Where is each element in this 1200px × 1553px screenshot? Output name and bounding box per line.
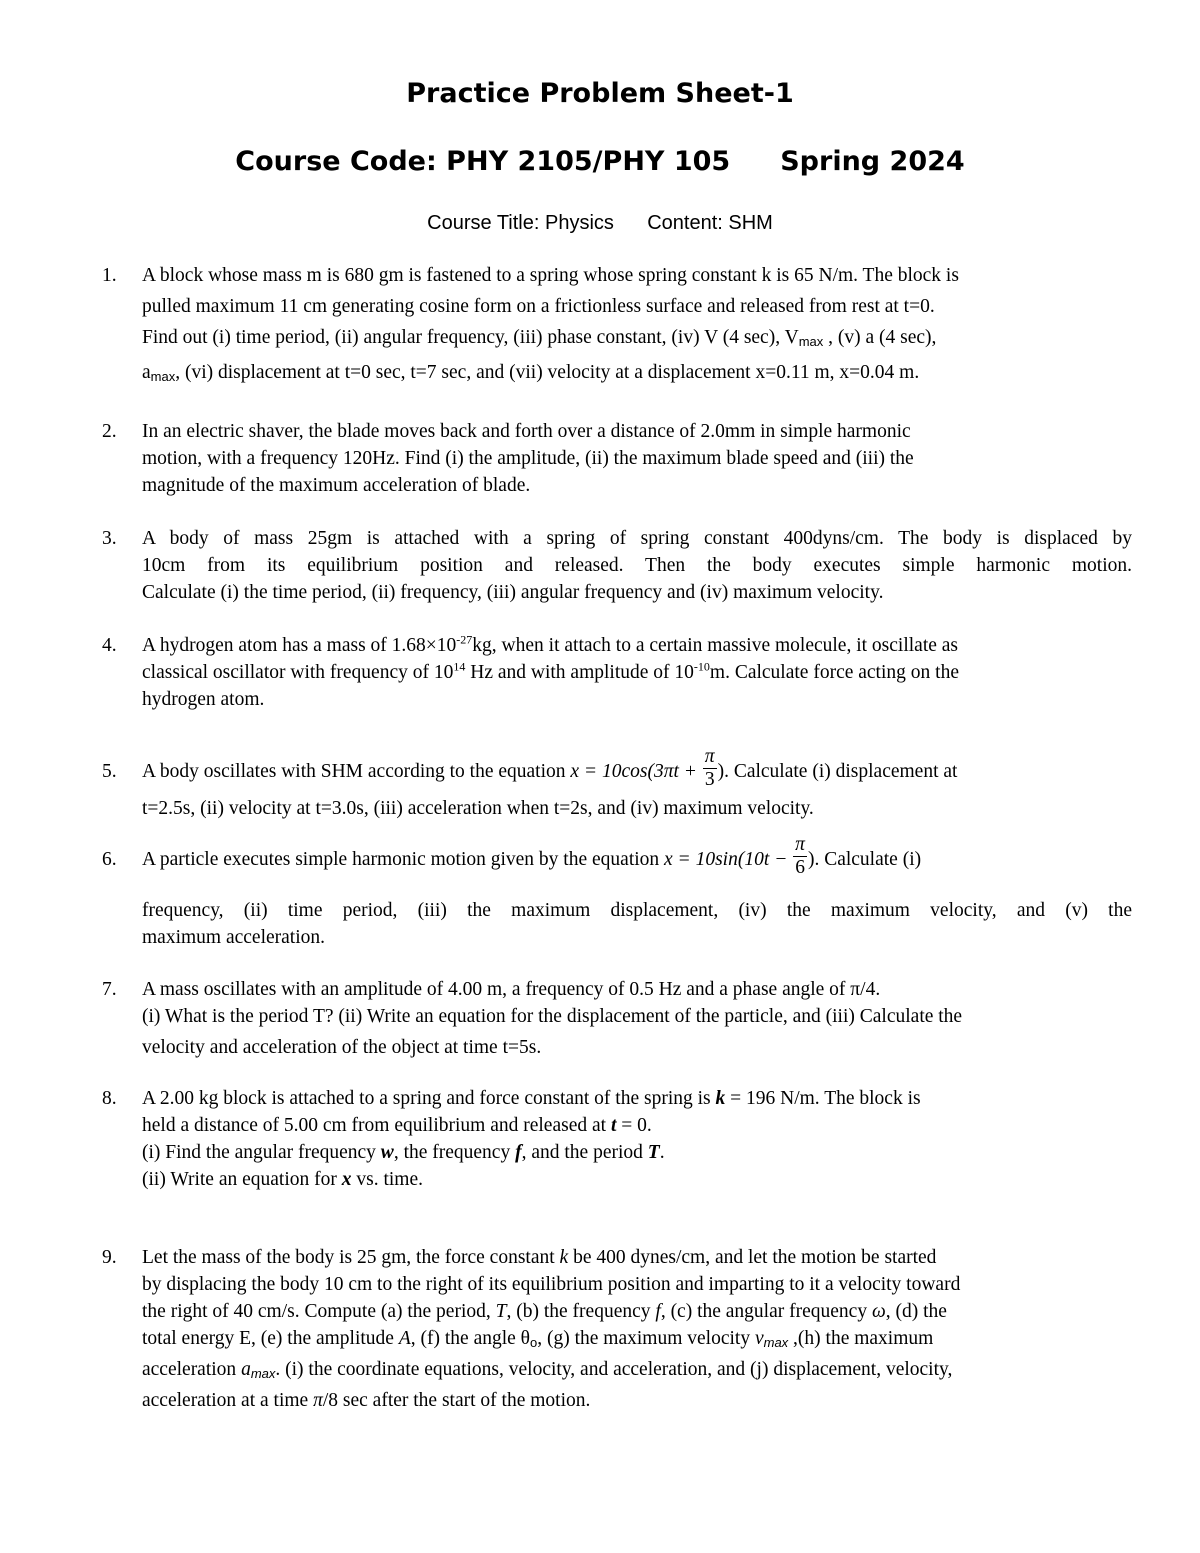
problem-2 bbox=[102, 418, 1132, 499]
problem-6 bbox=[102, 834, 1132, 951]
problem-line: A block whose mass m is 680 gm is fastened to a spring whose spring constant k is 65 N/m. The block is bbox=[142, 265, 959, 286]
problem-line: t=2.5s, (ii) velocity at t=3.0s, (iii) acceleration when t=2s, and (iv) maximum velocity. bbox=[142, 798, 814, 820]
problem-line: hydrogen atom. bbox=[142, 689, 265, 710]
course-title: Course Title: Physics bbox=[427, 212, 614, 234]
problem-number: 2. bbox=[102, 421, 117, 442]
problem-line: (i) What is the period T? (ii) Write an equation for the displacement of the particle, and (iii) Calculate the bbox=[142, 1006, 963, 1027]
content-topic: Content: SHM bbox=[647, 212, 773, 234]
term: Spring 2024 bbox=[780, 146, 965, 177]
problem-4 bbox=[102, 632, 1132, 713]
problem-number: 7. bbox=[102, 979, 117, 1000]
problem-number: 8. bbox=[102, 1088, 117, 1109]
problem-number: 5. bbox=[102, 761, 117, 782]
fraction: $\frac{\pi}{3}$ bbox=[704, 746, 715, 791]
problem-number: 6. bbox=[102, 849, 117, 870]
problem-9 bbox=[102, 1244, 1132, 1414]
problem-line: 10cm from its equilibrium position and released. Then the body executes simple harmonic motion. bbox=[142, 555, 1132, 576]
problem-number: 9. bbox=[102, 1247, 117, 1268]
problem-line: by displacing the body 10 cm to the right of its equilibrium position and imparting to it a velocity toward bbox=[142, 1274, 961, 1295]
fraction: $\frac{\pi}{6}$ bbox=[795, 834, 805, 879]
problem-line: the right of 40 cm/s. Compute (a) the period, T, (b) the frequency f, (c) the angular frequency ω, (d) the bbox=[142, 1301, 947, 1322]
problem-line: velocity and acceleration of the object at time t=5s. bbox=[142, 1037, 542, 1058]
problem-number: 1. bbox=[102, 265, 117, 286]
problem-line: maximum acceleration. bbox=[142, 927, 326, 949]
problem-7 bbox=[102, 976, 1132, 1061]
problem-line: A body of mass 25gm is attached with a spring of spring constant 400dyns/cm. The body is displaced by bbox=[142, 528, 1132, 549]
problem-line: pulled maximum 11 cm generating cosine form on a frictionless surface and released from rest at t=0. bbox=[142, 296, 935, 317]
problem-line: motion, with a frequency 120Hz. Find (i) the amplitude, (ii) the maximum blade speed and (iii) the bbox=[142, 448, 914, 469]
problem-line: A 2.00 kg block is attached to a spring and force constant of the spring is k = 196 N/m. The block is bbox=[142, 1088, 921, 1109]
equation: x = 10sin(10t − bbox=[664, 849, 793, 870]
problem-line: held a distance of 5.00 cm from equilibrium and released at t = 0. bbox=[142, 1115, 652, 1136]
problem-line: magnitude of the maximum acceleration of blade. bbox=[142, 475, 531, 496]
problem-line: In an electric shaver, the blade moves back and forth over a distance of 2.0mm in simple harmonic bbox=[142, 421, 911, 442]
problem-number: 4. bbox=[102, 635, 117, 656]
equation: x = 10cos(3πt + bbox=[570, 761, 702, 782]
problem-line: Calculate (i) the time period, (ii) frequency, (iii) angular frequency and (iv) maximum velocity. bbox=[142, 582, 884, 603]
problem-line: A hydrogen atom has a mass of $1.68\times 10^{-27}kg$, when it attach to a certain massive molecule, it oscillate as bbox=[142, 632, 959, 656]
sheet-title: Practice Problem Sheet-1 bbox=[406, 78, 794, 109]
problem-3 bbox=[102, 525, 1132, 606]
problem-line: Let the mass of the body is 25 gm, the force constant k be 400 dynes/cm, and let the motion be started bbox=[142, 1247, 937, 1268]
problem-number: 3. bbox=[102, 528, 117, 549]
course-code: Course Code: PHY 2105/PHY 105 bbox=[235, 146, 731, 177]
problem-line: A mass oscillates with an amplitude of 4.00 m, a frequency of 0.5 Hz and a phase angle of π/4. bbox=[142, 979, 881, 1000]
problem-line: acceleration at a time π/8 sec after the start of the motion. bbox=[142, 1390, 591, 1411]
course-code-line bbox=[0, 146, 1200, 177]
problem-5 bbox=[102, 746, 1132, 822]
problem-line: acceleration $a_{max}$. (i) the coordinate equations, velocity, and acceleration, and (j) displacement, velocity, bbox=[142, 1359, 953, 1381]
problem-1 bbox=[102, 260, 1132, 392]
problem-line: (ii) Write an equation for x vs. time. bbox=[142, 1169, 423, 1190]
problem-line: A particle executes simple harmonic motion given by the equation x = 10sin(10t − $\frac{\pi}{6}$ ). Calculate (i) bbox=[142, 834, 922, 879]
problem-line: total energy E, (e) the amplitude A, (f) the angle $\theta_o$, (g) the maximum velocity $v_{max}$ ,(h) the maximum bbox=[142, 1328, 934, 1350]
problem-line: classical oscillator with frequency of $10^{14}$ Hz and with amplitude of $10^{-10}m$. Calculate force acting on the bbox=[142, 659, 959, 683]
problem-8 bbox=[102, 1085, 1132, 1193]
problem-line: $a_{max}$, (vi) displacement at t=0 sec, t=7 sec, and (vii) velocity at a displacement x=0.11 m, x=0.04 m. bbox=[142, 362, 920, 384]
course-meta bbox=[0, 212, 1200, 235]
problem-line: Find out (i) time period, (ii) angular frequency, (iii) phase constant, (iv) V (4 sec), $V_{max}$ , (v) a (4 sec), bbox=[142, 327, 937, 349]
problem-line: frequency, (ii) time period, (iii) the maximum displacement, (iv) the maximum velocity, and (v) the bbox=[142, 900, 1132, 922]
problem-line: (i) Find the angular frequency w, the frequency f, and the period T. bbox=[142, 1142, 665, 1163]
problem-line: A body oscillates with SHM according to the equation x = 10cos(3πt + $\frac{\pi}{3}$ ). Calculate (i) displacement at bbox=[142, 746, 958, 791]
